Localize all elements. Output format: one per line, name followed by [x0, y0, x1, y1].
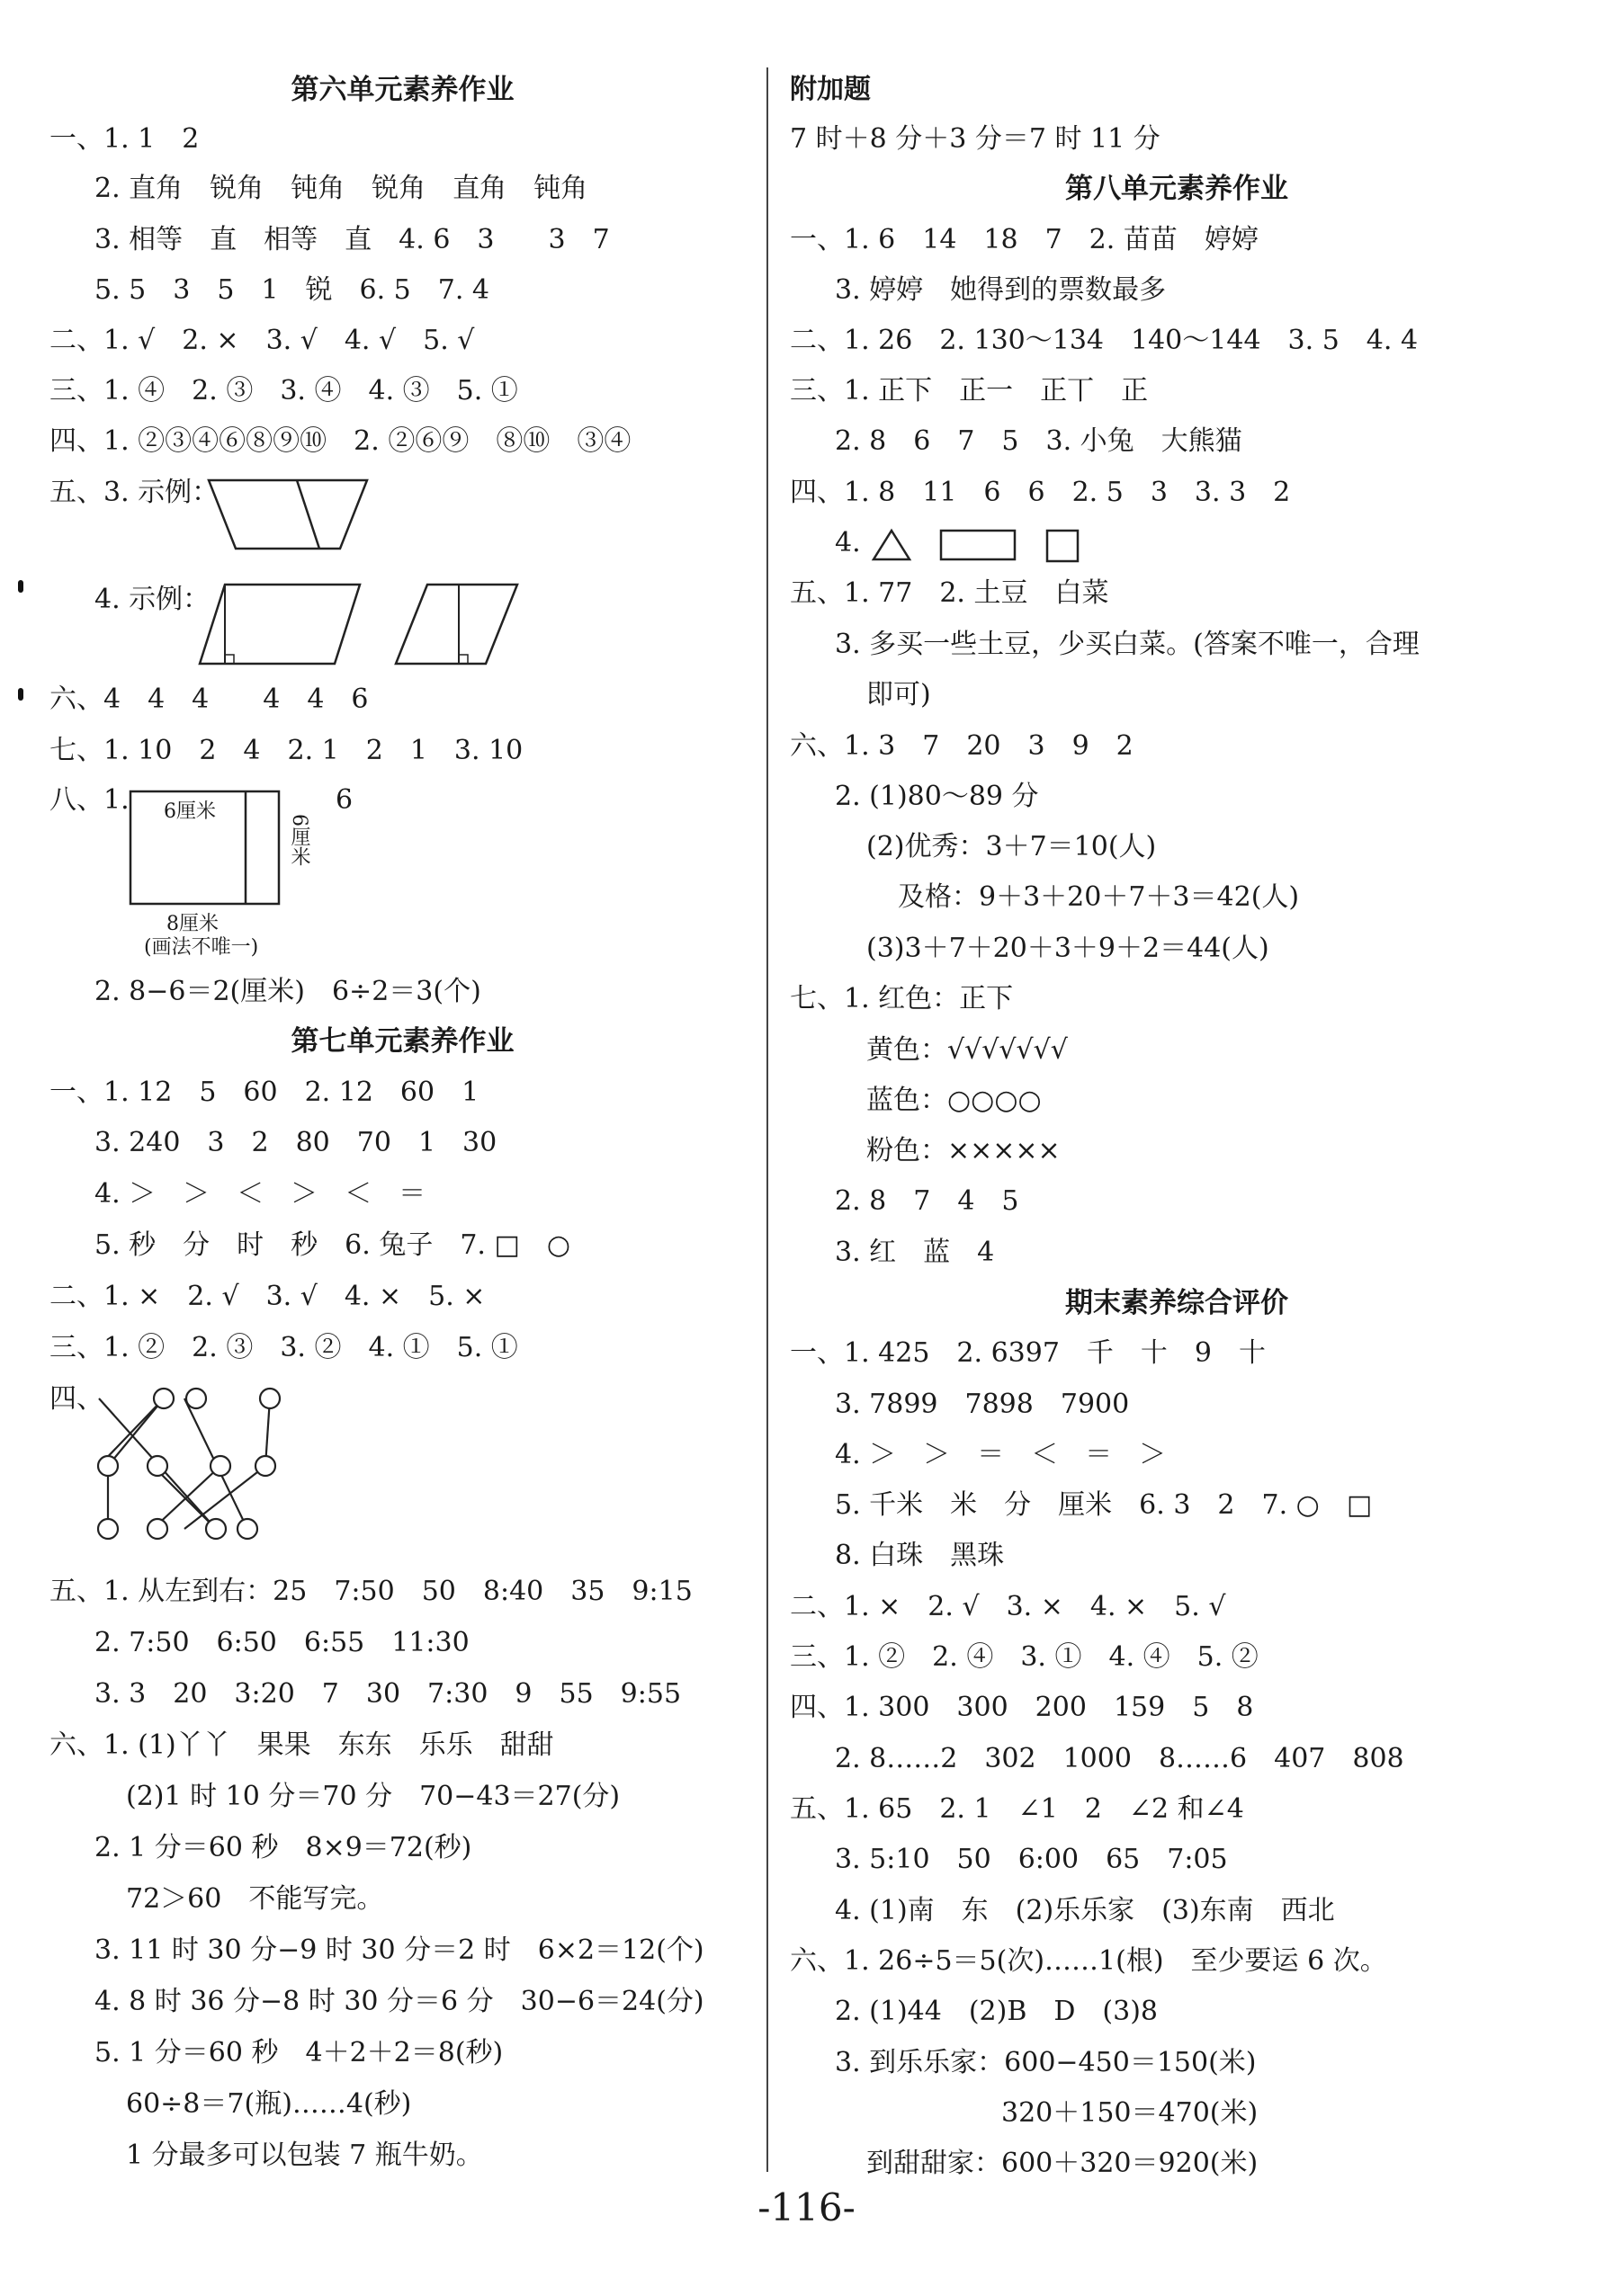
- answer-line: 2. (1)44 (2)B D (3)8: [835, 1996, 1159, 2027]
- answer-line: 六、1. 26÷5＝5(次)……1(根) 至少要运 6 次。: [790, 1945, 1387, 1977]
- answer-line: 8. 白珠 黑珠: [835, 1540, 1005, 1571]
- answer-line: 3. 240 3 2 80 70 1 30: [94, 1127, 497, 1158]
- column-divider: [766, 67, 768, 2172]
- scan-mark: [18, 580, 23, 593]
- parallelogram-figure: [207, 478, 369, 550]
- answer-line: 一、1. 12 5 60 2. 12 60 1: [49, 1077, 479, 1108]
- answer-line: 四、1. 300 300 200 159 5 8: [790, 1692, 1254, 1723]
- answer-line: 三、1. ② 2. ④ 3. ① 4. ④ 5. ②: [790, 1641, 1259, 1673]
- page-number: -116-: [757, 2185, 856, 2229]
- answer-line: 2. 7:50 6:50 6:55 11:30: [94, 1627, 470, 1658]
- answer-line: 5. 1 分＝60 秒 4＋2＋2＝8(秒): [94, 2037, 504, 2068]
- answer-line: 2. 1 分＝60 秒 8×9＝72(秒): [94, 1832, 472, 1863]
- answer-line: 3. 多买一些土豆，少买白菜。(答案不唯一，合理: [835, 629, 1420, 660]
- answer-line: 2. (1)80～89 分: [835, 781, 1039, 812]
- label-note: (画法不唯一): [144, 936, 259, 959]
- answer-line: 五、1. 65 2. 1 ∠1 2 ∠2 和∠4: [790, 1793, 1244, 1825]
- answer-line: 二、1. × 2. √ 3. √ 4. × 5. ×: [49, 1281, 486, 1312]
- label-top: 6厘米: [164, 800, 216, 823]
- answer-line: 五、1. 77 2. 土豆 白菜: [790, 577, 1109, 609]
- answer-line: 3. 11 时 30 分−9 时 30 分＝2 时 6×2＝12(个): [94, 1934, 704, 1966]
- answer-line: 二、1. × 2. √ 3. × 4. × 5. √: [790, 1591, 1226, 1622]
- answer-line: 一、1. 425 2. 6397 千 十 9 十: [790, 1337, 1267, 1369]
- answer-line: 一、1. 6 14 18 7 2. 苗苗 婷婷: [790, 224, 1259, 255]
- answer-line: 1 分最多可以包装 7 瓶牛奶。: [126, 2140, 483, 2171]
- parallelogram-height-figure: [198, 583, 522, 668]
- answer-line: (3)3＋7＋20＋3＋9＋2＝44(人): [866, 933, 1269, 964]
- label-side: 6厘米: [288, 814, 310, 866]
- answer-line: 七、1. 红色：正下: [790, 983, 1014, 1014]
- section-title-final: 期末素养综合评价: [1065, 1287, 1288, 1319]
- answer-line: 一、1. 1 2: [49, 123, 200, 155]
- answer-line: 二、1. 26 2. 130～134 140～144 3. 5 4. 4: [790, 325, 1419, 356]
- answer-line: 八、1.: [49, 784, 130, 816]
- answer-line: 七、1. 10 2 4 2. 1 2 1 3. 10: [49, 735, 524, 766]
- answer-line: 3. 到乐乐家：600−450＝150(米): [835, 2047, 1257, 2078]
- answer-line: 6: [336, 784, 354, 816]
- matching-diagram: [90, 1385, 270, 1547]
- answer-line: 72＞60 不能写完。: [126, 1883, 384, 1915]
- answer-line: 四、: [49, 1383, 103, 1415]
- answer-line: 即可): [866, 679, 931, 710]
- answer-line: 六、1. (1)丫丫 果果 东东 乐乐 甜甜: [49, 1729, 554, 1761]
- answer-line: 粉色：×××××: [866, 1135, 1061, 1166]
- answer-line: 4. ＞ ＞ ＜ ＞ ＜ ＝: [94, 1178, 426, 1210]
- answer-line: 六、1. 3 7 20 3 9 2: [790, 730, 1134, 762]
- section-title-unit7: 第七单元素养作业: [291, 1025, 515, 1058]
- answer-line: 及格：9＋3＋20＋7＋3＝42(人): [898, 881, 1300, 913]
- answer-line: 60÷8＝7(瓶)……4(秒): [126, 2088, 412, 2120]
- answer-line: 4. ＞ ＞ ＝ ＜ ＝ ＞: [835, 1439, 1167, 1470]
- answer-line: 蓝色：○○○○: [866, 1085, 1042, 1116]
- answer-line: 3. 7899 7898 7900: [835, 1389, 1130, 1420]
- answer-line: 4. 示例：: [94, 584, 211, 615]
- answer-line: 3. 3 20 3:20 7 30 7:30 9 55 9:55: [94, 1678, 682, 1710]
- answer-line: 5. 5 3 5 1 锐 6. 5 7. 4: [94, 274, 489, 306]
- answer-line: 2. 8 6 7 5 3. 小兔 大熊猫: [835, 425, 1242, 457]
- answer-line: 六、4 4 4 4 4 6: [49, 683, 369, 715]
- section-title-unit6: 第六单元素养作业: [291, 74, 515, 106]
- answer-line: 二、1. √ 2. × 3. √ 4. √ 5. √: [49, 325, 475, 356]
- answer-line: 4.: [835, 527, 861, 558]
- answer-line: 四、1. ②③④⑥⑧⑨⑩ 2. ②⑥⑨ ⑧⑩ ③④: [49, 425, 632, 457]
- answer-line: 2. 8……2 302 1000 8……6 407 808: [835, 1743, 1404, 1774]
- answer-line: 2. 直角 锐角 钝角 锐角 直角 钝角: [94, 173, 588, 204]
- shapes-figure: [871, 527, 1087, 563]
- answer-line: 到甜甜家：600＋320＝920(米): [866, 2148, 1259, 2179]
- answer-line: 3. 红 蓝 4: [835, 1237, 995, 1268]
- answer-line: 三、1. ④ 2. ③ 3. ④ 4. ③ 5. ①: [49, 375, 518, 406]
- answer-line: 4. (1)南 东 (2)乐乐家 (3)东南 西北: [835, 1895, 1335, 1926]
- section-title-unit8: 第八单元素养作业: [1065, 173, 1288, 205]
- answer-line: 四、1. 8 11 6 6 2. 5 3 3. 3 2: [790, 477, 1291, 508]
- label-bottom: 8厘米: [166, 913, 219, 935]
- answer-line: 三、1. ② 2. ③ 3. ② 4. ① 5. ①: [49, 1332, 518, 1363]
- answer-line: 320＋150＝470(米): [1001, 2097, 1259, 2129]
- answer-line: (2)优秀：3＋7＝10(人): [866, 831, 1157, 862]
- answer-line: 5. 千米 米 分 厘米 6. 3 2 7. ○ □: [835, 1489, 1373, 1521]
- answer-line: 2. 8 7 4 5: [835, 1185, 1019, 1217]
- answer-line: 3. 相等 直 相等 直 4. 6 3 3 7: [94, 224, 610, 255]
- answer-line: 3. 婷婷 她得到的票数最多: [835, 274, 1167, 306]
- answer-line: 五、3. 示例：: [49, 477, 220, 508]
- answer-line: 三、1. 正下 正一 正丅 正: [790, 375, 1149, 406]
- answer-line: 4. 8 时 36 分−8 时 30 分＝6 分 30−6＝24(分): [94, 1986, 704, 2017]
- extra-title: 附加题: [790, 74, 871, 105]
- answer-line: 3. 5:10 50 6:00 65 7:05: [835, 1844, 1228, 1875]
- answer-line: 5. 秒 分 时 秒 6. 兔子 7. □ ○: [94, 1229, 570, 1261]
- answer-line: 五、1. 从左到右：25 7:50 50 8:40 35 9:15: [49, 1576, 693, 1607]
- answer-line: (2)1 时 10 分＝70 分 70−43＝27(分): [126, 1781, 621, 1812]
- answer-line: 7 时＋8 分＋3 分＝7 时 11 分: [790, 123, 1160, 155]
- scan-mark: [18, 688, 23, 701]
- answer-line: 2. 8−6＝2(厘米) 6÷2＝3(个): [94, 976, 481, 1007]
- answer-line: 黄色：√√√√√√√: [866, 1034, 1068, 1066]
